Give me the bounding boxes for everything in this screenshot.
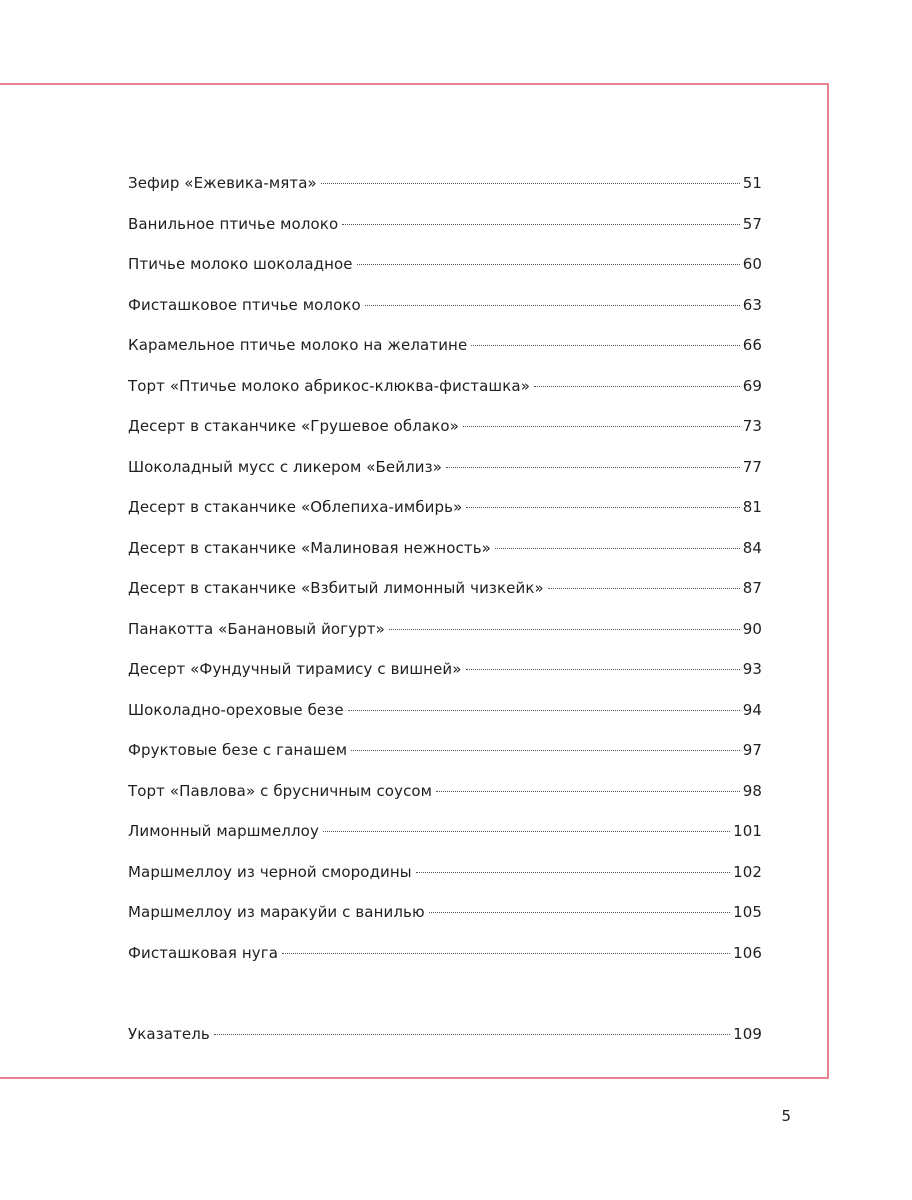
toc-entry-title: Ванильное птичье молоко [128,214,339,233]
toc-leader-dots [214,1034,730,1035]
toc-entry-page: 81 [742,498,762,516]
toc-entry-page: 57 [742,214,762,233]
toc-entry-title: Маршмеллоу из черной смородины [128,862,412,881]
toc-entry-title: Шоколадный мусс с ликером «Бейлиз» [128,457,442,476]
toc-entry-title: Карамельное птичье молоко на желатине [128,336,468,354]
toc-entry-page: 106 [733,943,762,962]
toc-entry-page: 77 [742,457,762,476]
toc-entry-title: Десерт в стаканчике «Облепиха-имбирь» [128,498,463,516]
toc-entry-page: 63 [742,295,762,314]
toc-entry-title: Зефир «Ежевика-мята» [128,174,317,192]
toc-entry-index[interactable] [128,1016,762,1057]
toc-entry-page: 87 [742,579,762,597]
toc-leader-dots [446,467,740,468]
toc-entry[interactable] [128,935,762,976]
toc-entry[interactable] [128,206,762,247]
toc-entry-page: 90 [742,619,762,638]
toc-entry-title: Фисташковая нуга [128,943,278,962]
toc-entry-page: 97 [742,741,762,759]
toc-entry-page: 93 [742,660,762,678]
toc-entry[interactable] [128,165,762,206]
toc-entry[interactable] [128,287,762,328]
toc-entry[interactable] [128,570,762,611]
toc-entry-title: Десерт «Фундучный тирамису с вишней» [128,660,462,678]
toc-leader-dots [436,791,740,792]
toc-entry-page: 60 [742,255,762,273]
toc-entry-title: Десерт в стаканчике «Взбитый лимонный чизкейк» [128,579,544,597]
toc-leader-dots [365,305,740,306]
table-of-contents [128,165,762,975]
toc-entry[interactable] [128,246,762,287]
toc-entry[interactable] [128,651,762,692]
toc-leader-dots [348,710,740,711]
toc-entry-title: Шоколадно-ореховые безе [128,700,344,719]
toc-leader-dots [429,912,730,913]
toc-entry-page: 98 [742,781,762,800]
toc-entry-page: 66 [742,336,762,354]
toc-entry-page: 109 [733,1025,762,1043]
toc-entry[interactable] [128,530,762,571]
toc-entry-page: 105 [733,903,762,921]
toc-leader-dots [321,183,740,184]
toc-entry-page: 101 [733,822,762,840]
toc-entry-page: 102 [733,862,762,881]
toc-leader-dots [323,831,730,832]
toc-entry-page: 73 [742,417,762,435]
toc-entry[interactable] [128,813,762,854]
page-number: 5 [781,1107,791,1125]
toc-leader-dots [357,264,740,265]
toc-leader-dots [548,588,740,589]
index-section [128,1016,762,1057]
toc-entry-page: 84 [742,538,762,557]
toc-entry-title: Птичье молоко шоколадное [128,255,353,273]
toc-entry[interactable] [128,449,762,490]
toc-leader-dots [463,426,740,427]
toc-entry-title: Фруктовые безе с ганашем [128,741,348,759]
toc-entry-page: 51 [742,174,762,192]
toc-leader-dots [466,669,740,670]
toc-entry-title: Десерт в стаканчике «Малиновая нежность» [128,538,491,557]
toc-entry[interactable] [128,773,762,814]
toc-entry-title: Десерт в стаканчике «Грушевое облако» [128,417,459,435]
toc-leader-dots [471,345,739,346]
toc-leader-dots [282,953,730,954]
toc-leader-dots [342,224,739,225]
toc-entry[interactable] [128,854,762,895]
toc-entry-title: Торт «Павлова» с брусничным соусом [128,781,433,800]
toc-entry-title: Лимонный маршмеллоу [128,822,319,840]
toc-entry[interactable] [128,327,762,368]
toc-entry[interactable] [128,489,762,530]
toc-entry[interactable] [128,894,762,935]
toc-leader-dots [495,548,740,549]
toc-entry[interactable] [128,368,762,409]
toc-leader-dots [466,507,739,508]
toc-leader-dots [534,386,740,387]
toc-leader-dots [416,872,730,873]
toc-entry-title: Маршмеллоу из маракуйи с ванилью [128,903,425,921]
toc-entry-title: Торт «Птичье молоко абрикос-клюква-фисташка» [128,376,530,395]
toc-entry-title: Фисташковое птичье молоко [128,295,361,314]
toc-entry[interactable] [128,611,762,652]
toc-entry-page: 69 [742,376,762,395]
toc-leader-dots [351,750,740,751]
toc-entry-title: Указатель [128,1025,210,1043]
toc-entry[interactable] [128,692,762,733]
toc-leader-dots [389,629,740,630]
toc-entry-title: Панакотта «Банановый йогурт» [128,619,385,638]
toc-entry-page: 94 [742,700,762,719]
toc-entry[interactable] [128,732,762,773]
toc-entry[interactable] [128,408,762,449]
